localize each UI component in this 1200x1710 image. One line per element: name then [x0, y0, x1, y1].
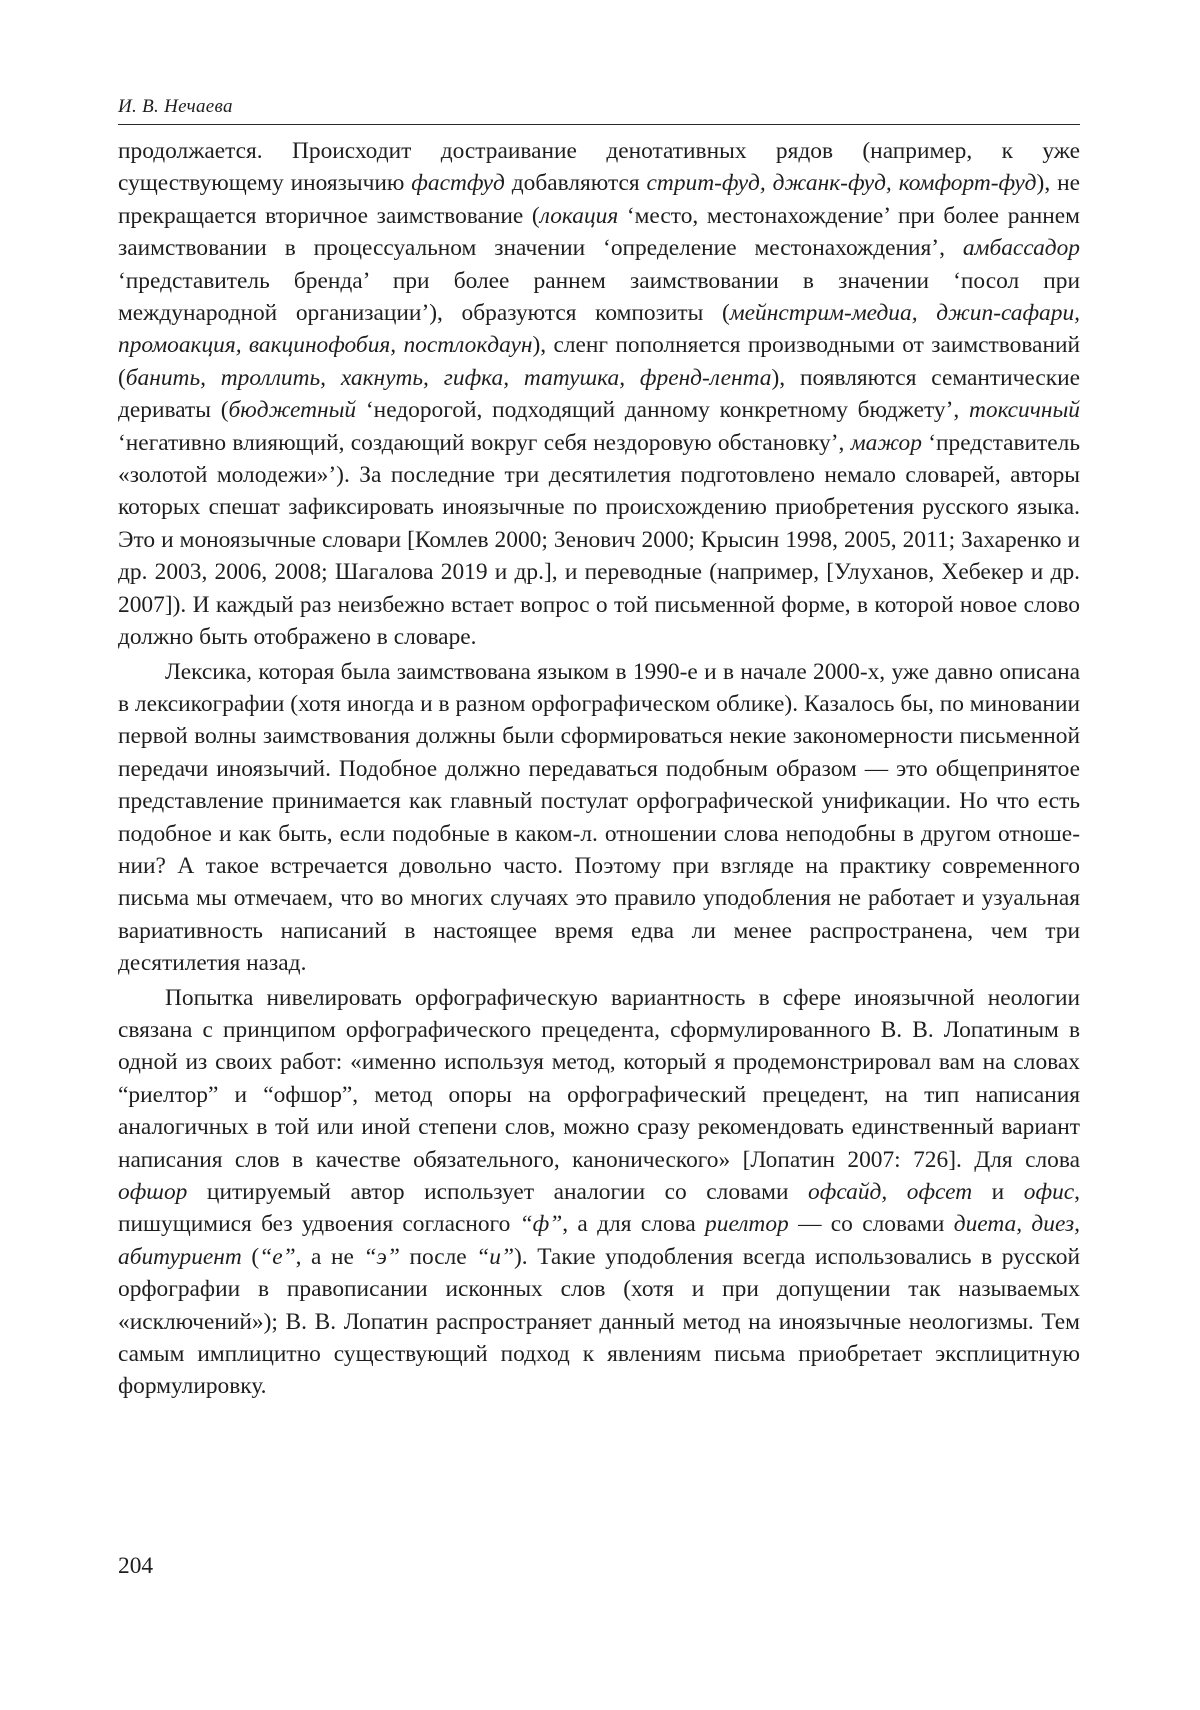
text-segment: и [972, 1179, 1024, 1205]
italic-term: мажор [850, 429, 922, 456]
text-segment: после [399, 1243, 477, 1270]
text-segment: цитируемый автор использует аналогии со словами [187, 1179, 809, 1205]
italic-term: “е” [259, 1243, 296, 1270]
italic-term: риелтор [705, 1211, 789, 1238]
text-segment: ‘негативно влияющий, создающий вокруг себя нездоровую обстановку’, [118, 429, 851, 456]
italic-term: диета, диез, абитуриент [118, 1211, 1080, 1270]
text-segment: , пишущимися без удвоения согласного [118, 1179, 1081, 1238]
text-segment: , а не [295, 1243, 364, 1270]
text-segment: — со словами [788, 1211, 954, 1238]
italic-term: “э” [363, 1243, 400, 1270]
page [118, 96, 1080, 1403]
italic-term: банить, троллить, хакнуть, гифка, татушка, френд-лента [125, 364, 772, 391]
text-segment: ‘представитель «золотой молодежи»’). За последние три десятилетия подготовлено немало словарей, авторы которых спешат зафиксировать иноязычные по происхождению приобретения русского языка. Это и моноязычные словари [Комлев 2000; Зенович 2000; Крысин 1998, 2005, 2011; Захаренко и др. 2003, 2006, 2008; Шагалова 2019 и др.], и переводные (например, [Улуханов, Хебекер и др. 2007]). И каждый раз неизбежно встает вопрос о той письменной форме, в которой новое слово должно быть отображено в словаре. [118, 429, 1080, 651]
italic-term: стрит-фуд, джанк-фуд, комфорт-фуд [646, 170, 1037, 197]
running-head-author: И. В. Нечаева [118, 96, 1080, 125]
text-segment: ‘недорогой, подходящий данному конкретному бюджету’, [356, 397, 969, 424]
text-segment: ‘представитель бренда’ при более раннем заимствовании в значении ‘посол при международной организации’), образуются композиты ( [118, 267, 1080, 327]
italic-term: мейнстрим-медиа, джип-сафари, промоакция, вакцинофобия, постлокдаун [118, 300, 1080, 359]
text-segment: Лексика, которая была заимствована языком в 1990-е и в начале 2000-х, уже давно описана в лексикографии (хотя иногда и в разном орфографическом облике). Казалось бы, по миновании первой волны заимствования должны были сформироваться некие закономерности письменной передачи иноязычий. Подобное должно передаваться подобным образом — это общепринятое представление принимается как главный постулат орфографической унификации. Но что есть подобное и как быть, если подобные в каком-л. отношении слова неподобны в другом отношении? А такое встречается довольно часто. Поэтому при взгляде на практику современного письма мы отмечаем, что во многих случаях это правило уподобления не работает и узуальная вариативность написаний в настоящее время едва ли менее распространена, чем три десятилетия назад. [118, 658, 1080, 977]
italic-term: локация [539, 202, 619, 229]
text-segment: ), не прекращается вторичное заимствование ( [118, 170, 1080, 229]
paragraph-3 [118, 982, 1080, 1403]
italic-term: фастфуд [411, 170, 505, 197]
italic-term: офшор [118, 1179, 188, 1205]
text-segment: ‘место, местонахождение’ при более раннем заимствовании в процессуальном значении ‘определение местонахождения’, [118, 202, 1080, 262]
italic-term: офис [1023, 1179, 1075, 1205]
text-segment: ). Такие уподобления всегда использовались в русской орфографии в правописании исконных слов (хотя и при допущении так называемых «исключений»); В. В. Лопатин распространяет данный метод на иноязычные неологизмы. Тем самым имплицитно существующий подход к явлениям письма приобретает эксплицитную формулировку. [118, 1243, 1080, 1400]
paragraph-1 [118, 135, 1080, 654]
text-segment: добавляются [504, 170, 647, 197]
text-segment: ( [241, 1243, 260, 1270]
italic-term: “ф” [519, 1211, 563, 1238]
text-segment: ), сленг пополняется производными от заимствований ( [118, 332, 1080, 391]
italic-term: токсичный [968, 397, 1080, 424]
text-segment: ), появляются семантические дериваты ( [118, 364, 1081, 424]
text-segment: Попытка нивелировать орфографическую вариантность в сфере иноязычной неологии связана с принципом орфографического прецедента, сформулированного В. В. Лопатиным в одной из своих работ: «именно используя метод, который я продемонстрировал вам на словах “риелтор” и “офшор”, метод опоры на орфографический прецедент, на тип написания аналогичных в той или иной степени слов, можно сразу рекомендовать единственный вариант написания слов в качестве обязательного, канонического» [Лопатин 2007: 726]. Для слова [118, 984, 1080, 1173]
italic-term: амбассадор [962, 235, 1080, 262]
body-text [118, 135, 1080, 1403]
text-segment: продолжается. Происходит достраивание денотативных рядов (например, к уже существующему иноязычию [118, 138, 1080, 197]
italic-term: “и” [476, 1243, 514, 1270]
paragraph-2 [118, 656, 1080, 980]
italic-term: офсайд, офсет [808, 1179, 973, 1205]
text-segment: , а для слова [562, 1211, 706, 1238]
page-number: 204 [118, 1553, 154, 1579]
italic-term: бюджетный [228, 397, 357, 424]
